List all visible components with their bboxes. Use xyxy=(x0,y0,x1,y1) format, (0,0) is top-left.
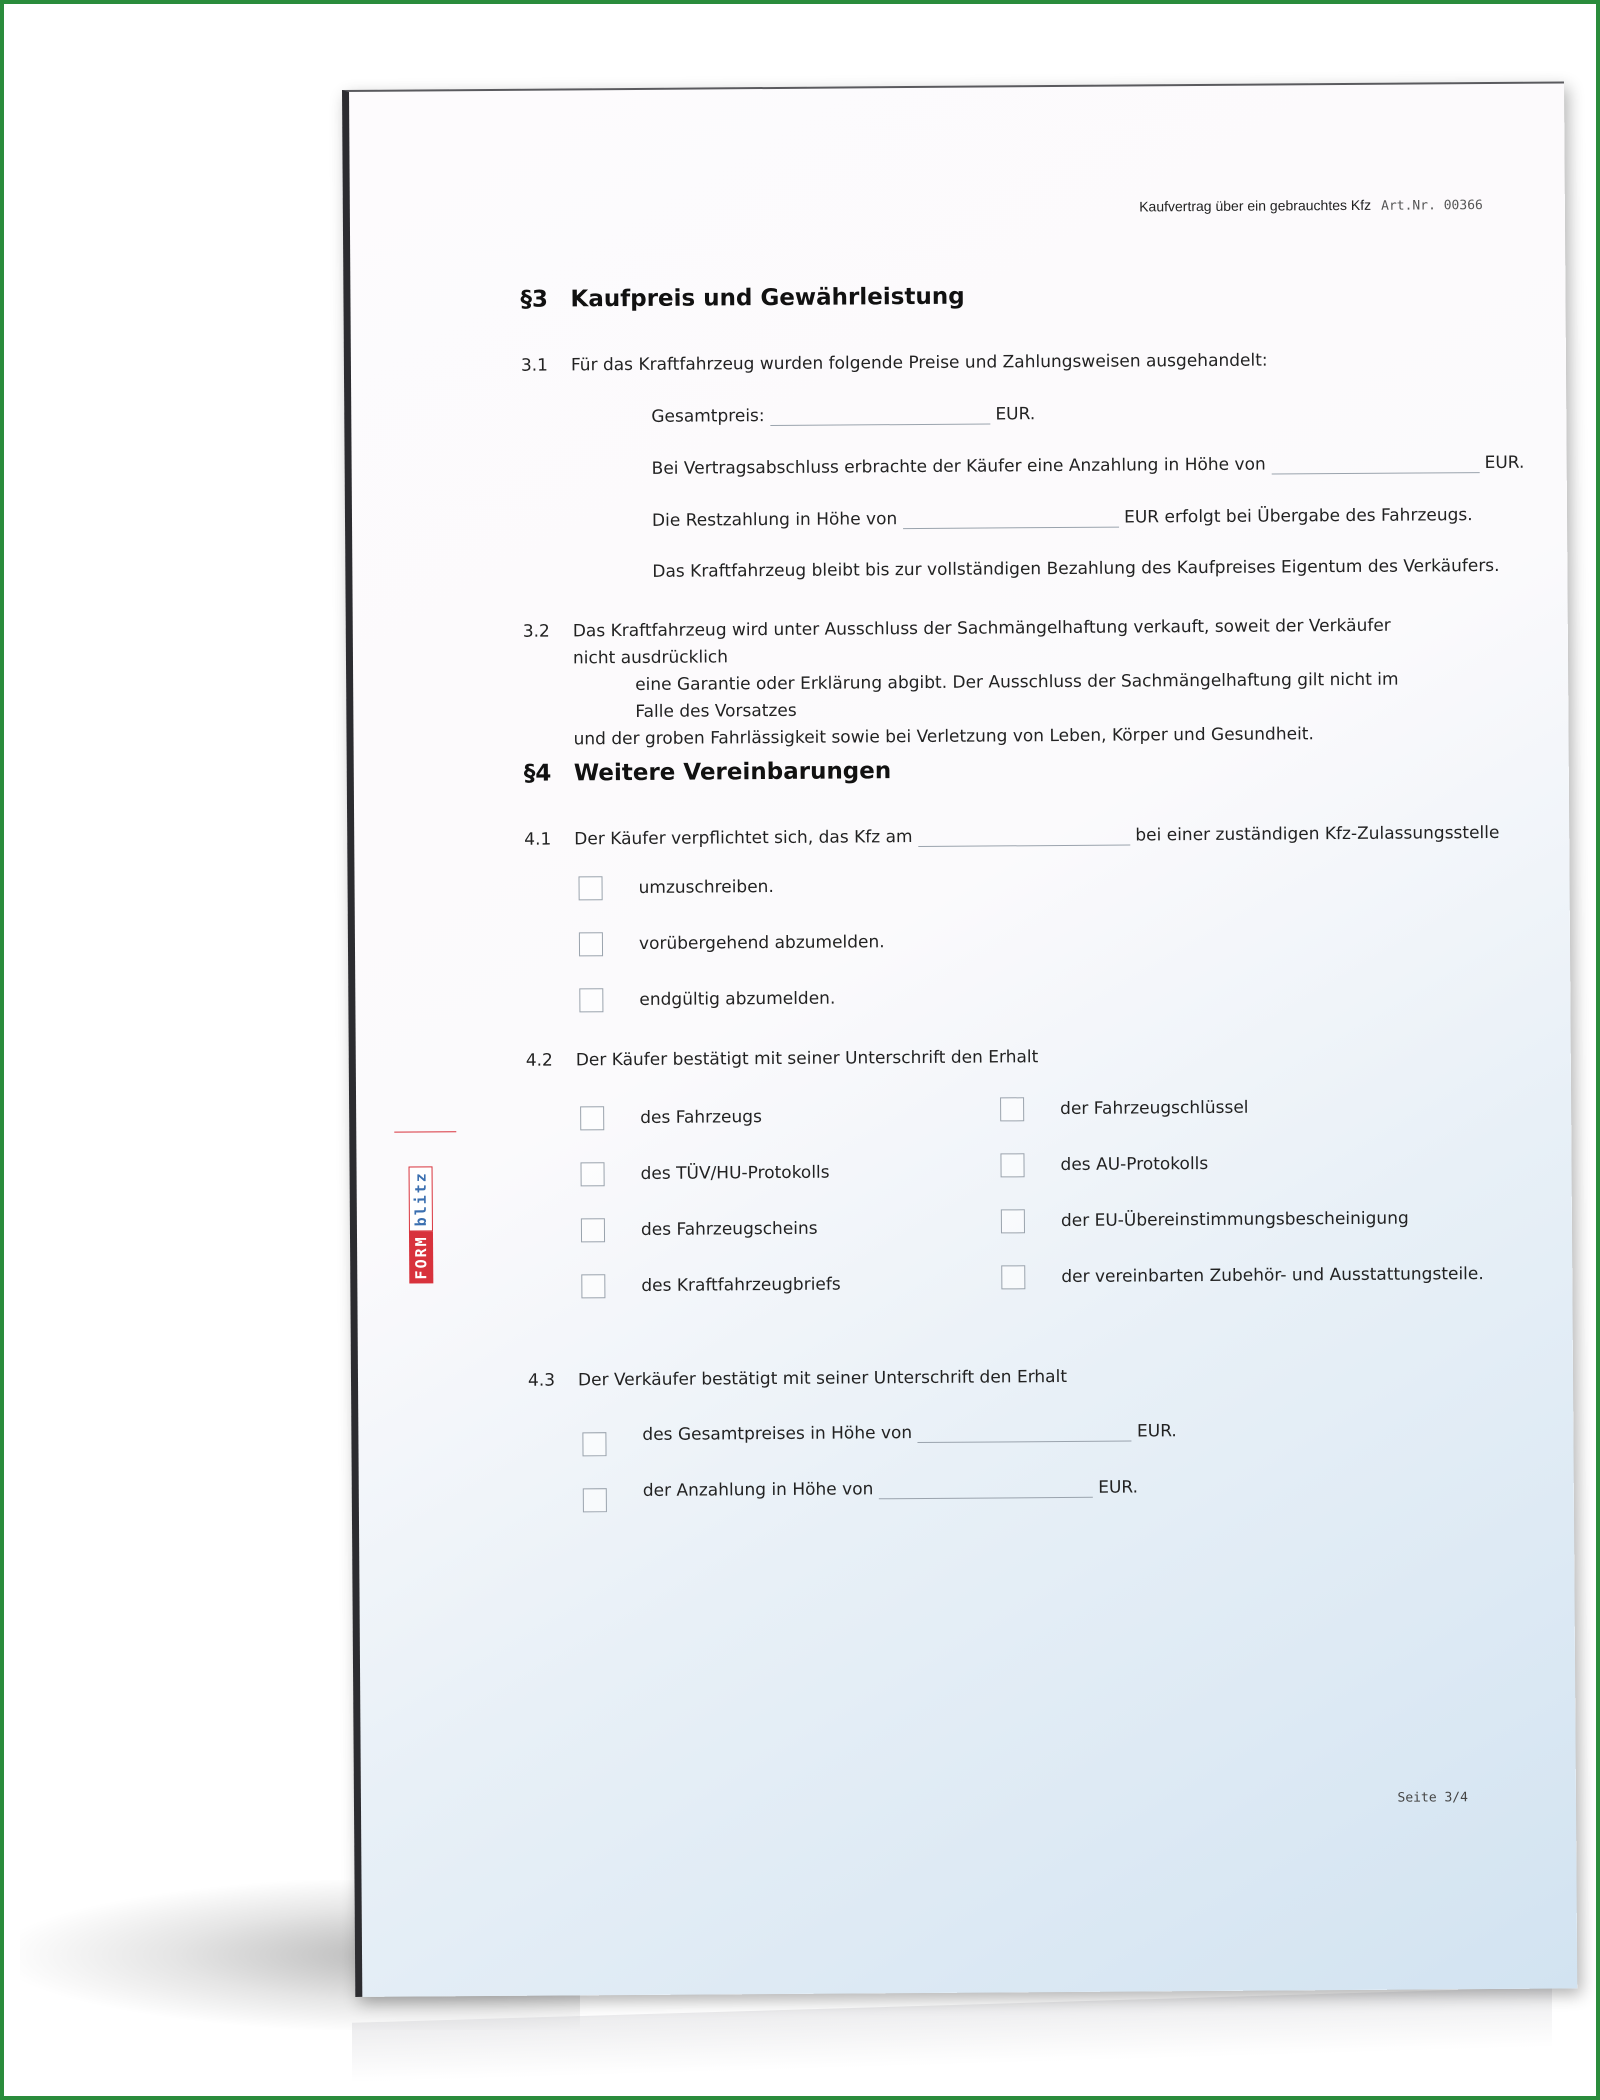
clause-4-1-number: 4.1 xyxy=(524,829,552,850)
au-protokoll-label: des AU-Protokolls xyxy=(1060,1153,1209,1176)
clause-3-2-line-3: und der groben Fahrlässigkeit sowie bei Verletzung von Leben, Körper und Gesundheit. xyxy=(573,724,1314,750)
header-title: Kaufvertrag über ein gebrauchtes Kfz xyxy=(1139,196,1372,215)
logo-rule xyxy=(394,1131,456,1132)
checkbox-fahrzeug[interactable] xyxy=(580,1106,604,1130)
checkbox-fahrzeugschein[interactable] xyxy=(581,1218,605,1242)
clause-4-3-number: 4.3 xyxy=(527,1370,556,1391)
clause-4-3-text: Der Verkäufer bestätigt mit seiner Unterschrift den Erhalt xyxy=(577,1366,1068,1391)
option-endgueltig-label: endgültig abzumelden. xyxy=(639,988,836,1010)
eigentum-text: Das Kraftfahrzeug bleibt bis zur vollständigen Bezahlung des Kaufpreises Eigentum des Verkäufers. xyxy=(652,555,1500,582)
checkbox-voruebergehend-abmelden[interactable] xyxy=(579,932,603,956)
clause-4-1 xyxy=(524,822,1499,850)
clause-4-2 xyxy=(526,1047,1039,1071)
checkbox-eu-bescheinigung[interactable] xyxy=(1001,1209,1025,1233)
zulassung-date-field[interactable] xyxy=(918,825,1130,847)
clause-4-3 xyxy=(528,1367,1067,1391)
anzahlung-erhalt-field[interactable] xyxy=(879,1477,1093,1499)
logo-blitz-text: blitz xyxy=(409,1166,433,1231)
fahrzeugschein-label: des Fahrzeugscheins xyxy=(640,1218,818,1240)
anzahlung-row xyxy=(652,452,1525,479)
clause-4-1-suffix: bei einer zuständigen Kfz-Zulassungsstelle xyxy=(1135,822,1500,846)
section-3-heading xyxy=(520,284,964,313)
option-voruebergehend-label: vorübergehend abzumelden. xyxy=(638,932,885,954)
kraftfahrzeugbrief-label: des Kraftfahrzeugbriefs xyxy=(641,1274,841,1296)
clause-3-1-number: 3.1 xyxy=(520,355,549,376)
gesamtpreis-row xyxy=(651,403,1035,427)
fahrzeug-label: des Fahrzeugs xyxy=(640,1107,762,1128)
gesamtpreis-unit: EUR. xyxy=(995,404,1036,425)
section-3-title: Kaufpreis und Gewährleistung xyxy=(570,283,965,313)
anzahlung-label: Bei Vertragsabschluss erbrachte der Käufer eine Anzahlung in Höhe von xyxy=(651,454,1266,479)
gesamtpreis-erhalt-field[interactable] xyxy=(918,1421,1132,1443)
checkbox-tuev-protokoll[interactable] xyxy=(580,1162,604,1186)
option-umschreiben-label: umzuschreiben. xyxy=(638,877,774,898)
clause-3-2-line-1: Das Kraftfahrzeug wird unter Ausschluss der Sachmängelhaftung verkauft, soweit der Verkäufer nicht ausdrücklich xyxy=(572,615,1391,669)
restzahlung-suffix: EUR erfolgt bei Übergabe des Fahrzeugs. xyxy=(1123,505,1473,528)
gesamtpreis-label: Gesamtpreis: xyxy=(651,406,765,427)
clause-3-1 xyxy=(521,348,1268,380)
anzahlung-erhalt-row xyxy=(643,1476,1138,1500)
section-4-heading xyxy=(524,758,892,787)
restzahlung-row xyxy=(652,504,1473,531)
gesamtpreis-field[interactable] xyxy=(770,403,990,426)
clause-4-2-number: 4.2 xyxy=(525,1050,553,1071)
section-4-title: Weitere Vereinbarungen xyxy=(573,758,892,787)
restzahlung-field[interactable] xyxy=(903,507,1119,530)
clause-4-2-text: Der Käufer bestätigt mit seiner Unterschrift den Erhalt xyxy=(575,1047,1039,1071)
fahrzeugschluessel-label: der Fahrzeugschlüssel xyxy=(1060,1097,1249,1120)
gesamtpreis-erhalt-row xyxy=(642,1420,1177,1445)
checkbox-anzahlung-erhalten[interactable] xyxy=(583,1488,607,1512)
formblitz-logo xyxy=(408,1135,433,1283)
gesamtpreis-erhalt-unit: EUR. xyxy=(1136,1421,1177,1442)
tuev-protokoll-label: des TÜV/HU-Protokolls xyxy=(640,1162,830,1184)
clause-4-1-text: Der Käufer verpflichtet sich, das Kfz am xyxy=(574,827,913,850)
checkbox-au-protokoll[interactable] xyxy=(1000,1153,1024,1177)
anzahlung-erhalt-unit: EUR. xyxy=(1098,1477,1139,1498)
checkbox-fahrzeugschluessel[interactable] xyxy=(1000,1097,1024,1121)
clause-3-1-text: Für das Kraftfahrzeug wurden folgende Preise und Zahlungsweisen ausgehandelt: xyxy=(570,350,1268,376)
clause-3-2-line-2: eine Garantie oder Erklärung abgibt. Der Ausschluss der Sachmängelhaftung gilt nicht im Falle des Vorsatzes xyxy=(635,669,1399,722)
checkbox-kraftfahrzeugbrief[interactable] xyxy=(581,1274,605,1298)
checkbox-zubehoer[interactable] xyxy=(1001,1265,1025,1289)
document-page xyxy=(342,81,1577,1996)
clause-3-2 xyxy=(522,612,1434,753)
section-3-number: §3 xyxy=(520,286,549,313)
article-number: Art.Nr. 00366 xyxy=(1381,198,1483,214)
zubehoer-label: der vereinbarten Zubehör- und Ausstattungsteile. xyxy=(1061,1264,1484,1288)
logo-form-text: FORM xyxy=(409,1231,433,1283)
page-number: Seite 3/4 xyxy=(1397,1790,1469,1806)
anzahlung-field[interactable] xyxy=(1271,452,1479,474)
page-header xyxy=(1139,196,1483,215)
eu-bescheinigung-label: der EU-Übereinstimmungsbescheinigung xyxy=(1060,1208,1409,1232)
section-4-number: §4 xyxy=(523,760,552,787)
checkbox-endgueltig-abmelden[interactable] xyxy=(579,988,603,1012)
checkbox-umschreiben[interactable] xyxy=(578,876,602,900)
checkbox-gesamtpreis-erhalten[interactable] xyxy=(582,1432,606,1456)
gesamtpreis-erhalt-label: des Gesamtpreises in Höhe von xyxy=(642,1423,913,1445)
anzahlung-unit: EUR. xyxy=(1484,452,1525,474)
clause-3-2-number: 3.2 xyxy=(522,621,550,642)
anzahlung-erhalt-label: der Anzahlung in Höhe von xyxy=(642,1479,874,1501)
restzahlung-label: Die Restzahlung in Höhe von xyxy=(651,509,898,531)
